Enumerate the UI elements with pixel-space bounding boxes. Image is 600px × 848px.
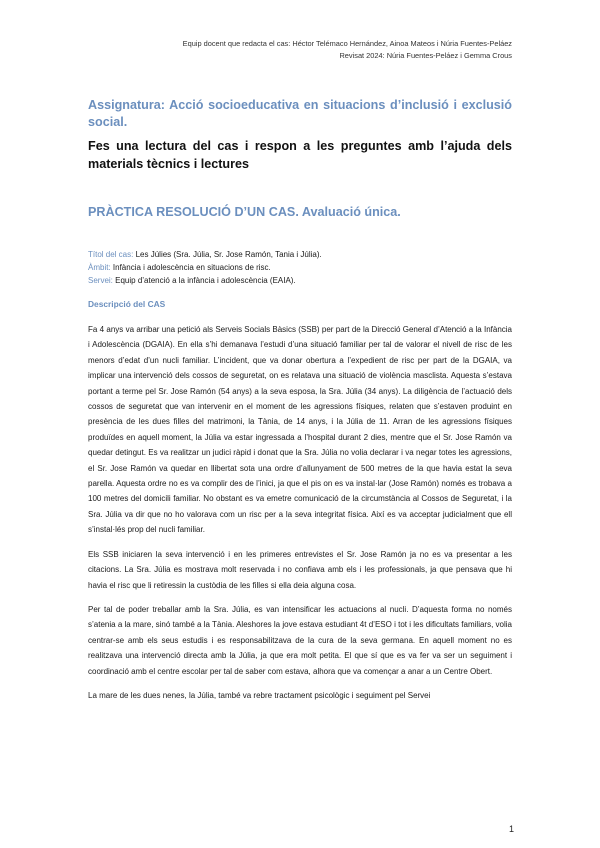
meta-service-row [88,274,512,287]
paragraph: Per tal de poder treballar amb la Sra. Júlia, es van intensificar les actuacions al nucli. D’aquesta forma no només s’atenia a la mare, sinó també a la Tània. Aleshores la jove estava estudiant 4t d’ESO i tot i les dificultats familiars, volia centrar-se amb els seus estudis i es responsabilitzava de la cura de la seva germana. En aquell moment no es realitzava una intervenció directa amb la Júlia, ja que era molt petita. El que sí que es va fer va ser un seguiment i coordinació amb el centre escolar per tal de saber com estava, alhora que va començar a anar a un Centre Obert. [88,604,512,676]
header-revision: Revisat 2024: Núria Fuentes-Peláez i Gemma Crous [339,51,512,60]
meta-title-key: Títol del cas: [88,250,134,259]
practice-title: PRÀCTICA RESOLUCIÓ D’UN CAS. Avaluació única. [88,205,401,219]
meta-scope-row [88,261,512,274]
subject-title: Assignatura: Acció socioeducativa en situacions d’inclusió i exclusió social. [88,98,512,129]
meta-service-key: Servei: [88,276,113,285]
meta-title-row [88,248,512,261]
case-metadata [88,248,512,287]
meta-scope-value: Infància i adolescència en situacions de risc. [112,263,271,272]
meta-title-value: Les Júlies (Sra. Júlia, Sr. Jose Ramón, Tania i Júlia). [135,250,322,259]
header-authors: Equip docent que redacta el cas: Héctor Telémaco Hernández, Ainoa Mateos i Núria Fuentes-Peláez [182,39,512,48]
paragraph: Els SSB iniciaren la seva intervenció i en les primeres entrevistes el Sr. Jose Ramón ja no es va presentar a les citacions. La Sra. Júlia es mostrava molt reservada i no confiava amb els i les professionals, ja que pensava que hi havia el risc que li retiressin la custòdia de les filles si ella deia alguna cosa. [88,549,512,590]
meta-service-value: Equip d’atenció a la infància i adolescència (EAIA). [115,276,296,285]
page-number: 1 [508,824,514,834]
meta-scope-key: Àmbit: [88,263,111,272]
description-heading: Descripció del CAS [88,299,166,309]
paragraph: Fa 4 anys va arribar una petició als Serveis Socials Bàsics (SSB) per part de la Direcció General d’Atenció a la Infància i Adolescència (DGAIA). En ella s’hi demanava l’estudi d’una situació familiar per tal de valorar el nivell de risc de les menors d’edat d’un nucli familiar. L’incident, que va donar obertura a l’expedient de risc per part de la DGAIA, va implicar una intervenció dels cossos de seguretat, on es relatava una situació de violència masclista. Aquesta s’estava portant a terme pel Sr. Jose Ramón (54 anys) a la seva esposa, la Sra. Júlia (34 anys). La diligència de l’actuació dels cossos de seguretat que van intervenir en el moment de les agressions físiques, relaten que s’estaven produint en presència de les dues filles del matrimoni, la Tània, de 14 anys, i la Júlia de 11. Arran de les agressions físiques produïdes en aquell moment, la Júlia va estar ingressada a l’hospital durant 2 dies, mentre que el Sr. Jose Ramón va quedar detingut. Es va realitzar un judici ràpid i donat que la Sra. Júlia no volia declarar i va negar totes les agressions, el Sr. Jose Ramón va quedar en llibertat sota una ordre d’allunyament de 500 metres de la que havia estat la seva parella. Aquesta ordre no es va complir des de l’inici, ja que el pis on es va instal·lar (Jose Ramón) només es trobava a 100 metres del domicili familiar. No obstant es va emetre comunicació de la circumstància al Cossos de Seguretat, i la Sra. Júlia va dir que no ho valorava com un risc per a la seva integritat física. Així es va acceptar judicialment que ell s’instal·lés prop del nucli familiar. [88,325,512,535]
paragraph: La mare de les dues nenes, la Júlia, també va rebre tractament psicològic i seguiment pel Servei [88,690,431,700]
case-description [88,322,512,712]
page-header [183,38,512,62]
instructions: Fes una lectura del cas i respon a les preguntes amb l’ajuda dels materials tècnics i lectures [88,139,512,171]
